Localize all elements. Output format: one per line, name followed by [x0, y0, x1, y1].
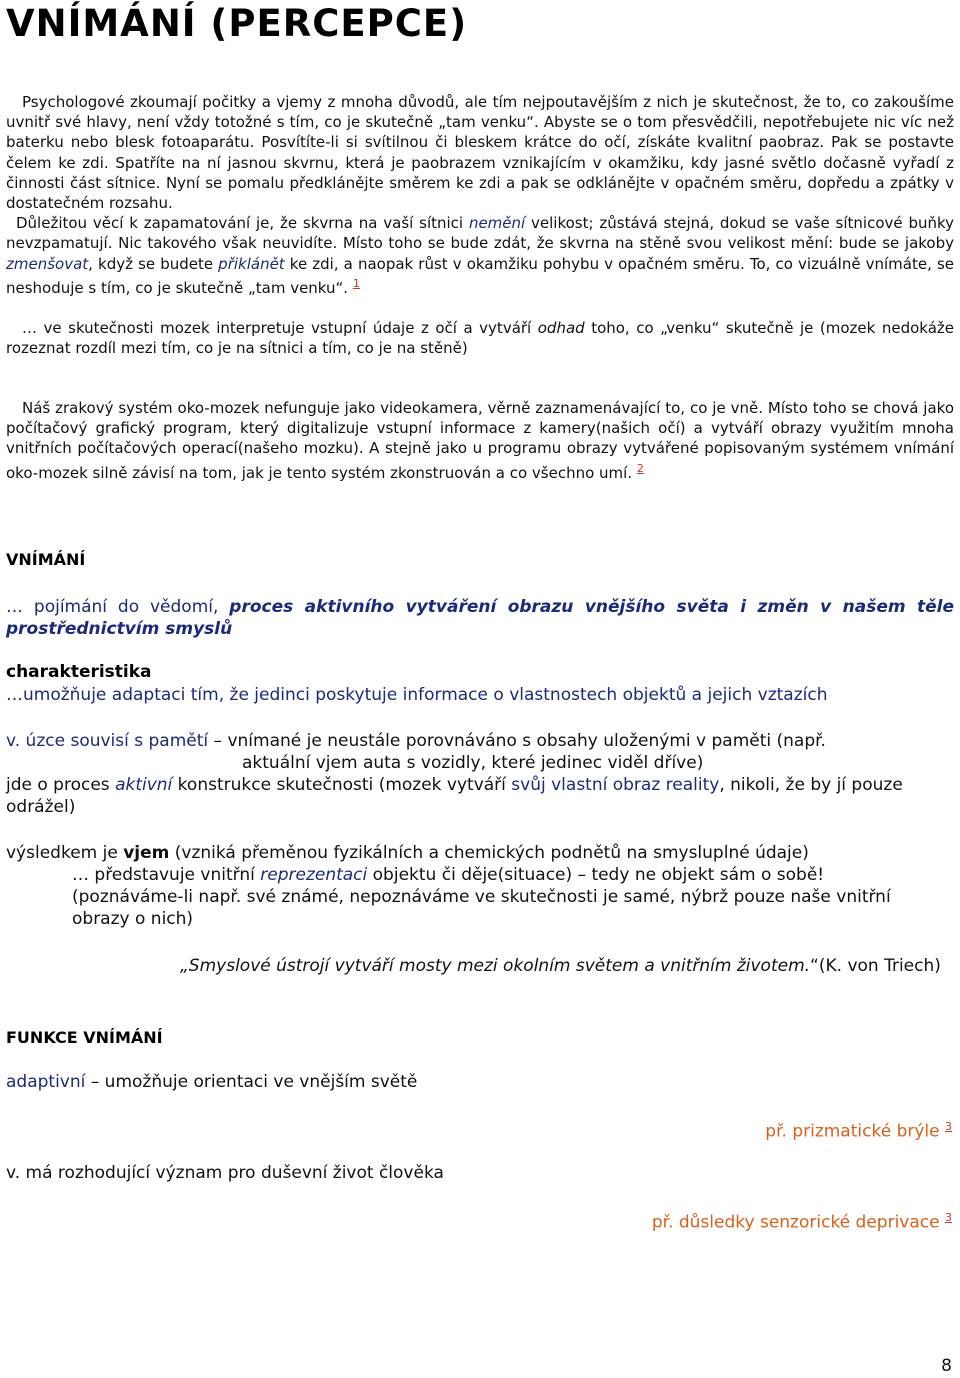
result-detail — [72, 864, 952, 930]
quote-text: „Smyslové ústrojí vytváří mosty mezi okolním světem a vnitřním životem. — [180, 956, 811, 976]
subheading-charakteristika: charakteristika — [6, 662, 152, 682]
function-adaptive-term: adaptivní — [6, 1072, 86, 1092]
example-deprivation-text: př. důsledky senzorické deprivace — [651, 1212, 945, 1233]
visual-system-paragraph — [6, 398, 954, 483]
memory-text-c: aktuální vjem auta s vozidly, které jedinec viděl dříve) — [242, 753, 704, 773]
result-text-g: (poznáváme-li např. své známé, nepoznáváme ve skutečnosti je samé, nýbrž pouze naše vnitřní obrazy o nich) — [72, 887, 891, 929]
definition-emph: proces aktivního vytváření obrazu vnějšího světa i změn v našem těle prostřednictvím smyslů — [6, 597, 954, 639]
result-emph-reprezentaci: reprezentaci — [260, 865, 368, 885]
result-emph-vjem: vjem — [123, 843, 170, 863]
result-text-a: výsledkem je — [6, 843, 124, 863]
result-text-d: … představuje vnitřní — [72, 865, 261, 885]
active-emph-obraz: svůj vlastní obraz reality — [511, 775, 720, 795]
footnote-link-2[interactable]: 2 — [636, 461, 644, 475]
example-prismatic — [6, 1116, 952, 1143]
intro-emph-priklanet: přiklánět — [218, 254, 285, 273]
interpretation-emph-odhad: odhad — [537, 319, 585, 337]
result-paragraph — [6, 842, 954, 864]
section-heading-vnimani: VNÍMÁNÍ — [6, 550, 86, 569]
intro-sentence-3g: ke zdi, a naopak růst v okamžiku pohybu v opačném směru. To, co vizuálně vnímáte, se neshoduje s tím, co je skutečně „tam venku“. — [6, 254, 954, 297]
quote — [180, 955, 955, 977]
result-text-c: (vzniká přeměnou fyzikálních a chemických podnětů na smysluplné údaje) — [169, 843, 809, 863]
function-significance: v. má rozhodující význam pro duševní život člověka — [6, 1163, 444, 1183]
interpretation-text-a: … ve skutečnosti mozek interpretuje vstupní údaje z očí a vytváří — [22, 319, 538, 337]
memory-text-b: – vnímané je neustále porovnáváno s obsahy uloženými v paměti (např. — [208, 731, 826, 751]
intro-sentence-1: Psychologové zkoumají počitky a vjemy z mnoha důvodů, ale tím nejpoutavějším z nich je skutečnost, že to, co zakoušíme uvnitř své hlavy, není vždy totožné s tím, co je skutečně „tam venku“. — [6, 93, 954, 132]
section-heading-funkce: FUNKCE VNÍMÁNÍ — [6, 1028, 163, 1047]
interpretation-text-c: toho, co „venku“ skutečně je (mozek nedokáže rozeznat rozdíl mezi tím, co je na sítnici a tím, co je na stěně) — [6, 319, 955, 358]
intro-paragraph — [6, 92, 954, 298]
active-text-c: konstrukce skutečnosti (mozek vytváří — [172, 775, 512, 795]
visual-system-text: Náš zrakový systém oko-mozek nefunguje jako videokamera, věrně zaznamenávající to, co je vně. Místo toho se chová jako počítačový grafický program, který digitalizuje vstupní informace z kamery(našich očí) a vytváří obrazy využitím mnoha vnitřních počítačových operací(našeho mozku). A stejně jako u programu obrazy vytvářené popisovaným systémem vnímání oko-mozek silně závisí na tom, jak je tento systém zkonstruován a co všechno umí. — [6, 399, 954, 482]
memory-text-a: v. úzce souvisí s pamětí — [6, 731, 209, 751]
intro-sentence-3c: velikost; zůstává stejná, dokud se vaše sítnicové buňky nevzpamatují. Nic takového však neuvidíte. Místo toho se bude zdát, že skvrna na stěně svou velikost mění: bude se jakoby — [6, 214, 955, 253]
intro-sentence-2: Abyste se o tom přesvědčili, nepotřebujete nic víc než baterku nebo blesk fotoaparátu. Posvítíte-li si svítilnou či bleskem krátce do očí, získáte kvalitní paobraz. Pak se postavte čelem ke zdi. Spatříte na ní jasnou skvrnu, která je paobrazem vznikajícím v okamžiku, kdy jasné světlo dočasně vyřadí z činnosti část sítnice. Nyní se pomalu předklánějte směrem ke zdi a pak se odklánějte v opačném směru, dopředu a zpátky v dostatečném rozsahu. — [6, 113, 954, 213]
function-adaptive — [6, 1071, 954, 1093]
characteristic-line: …umožňuje adaptaci tím, že jedinci poskytuje informace o vlastnostech objektů a jejich vztazích — [6, 685, 828, 705]
example-deprivation — [6, 1207, 952, 1234]
active-text-e: , nikoli, že by jí pouze odrážel) — [6, 775, 903, 817]
function-adaptive-desc: – umožňuje orientaci ve vnějším světě — [85, 1072, 418, 1092]
active-process-paragraph — [6, 774, 954, 818]
definition-paragraph — [6, 596, 954, 640]
example-prismatic-text: př. prizmatické brýle — [765, 1121, 945, 1142]
result-text-f: objektu či děje(situace) – tedy ne objekt sám o sobě! — [367, 865, 825, 885]
intro-emph-zmensovat: zmenšovat — [6, 254, 89, 273]
memory-paragraph — [6, 730, 954, 774]
page-title: VNÍMÁNÍ (PERCEPCE) — [6, 2, 468, 45]
footnote-link-3a[interactable]: 3 — [945, 1120, 952, 1133]
footnote-link-3b[interactable]: 3 — [945, 1211, 952, 1224]
intro-sentence-3e: , když se budete — [88, 254, 219, 273]
active-emph-aktivni: aktivní — [115, 775, 173, 795]
footnote-link-1[interactable]: 1 — [352, 276, 360, 290]
page-number: 8 — [941, 1356, 952, 1376]
quote-author: “(K. von Triech) — [810, 956, 941, 976]
definition-text-a: … pojímání do vědomí, — [6, 597, 230, 617]
interpretation-paragraph — [6, 318, 954, 358]
active-text-a: jde o proces — [6, 775, 116, 795]
intro-emph-nemeni: nemění — [468, 214, 526, 233]
intro-sentence-3a: Důležitou věcí k zapamatování je, že skvrna na vaší sítnici — [16, 214, 469, 233]
